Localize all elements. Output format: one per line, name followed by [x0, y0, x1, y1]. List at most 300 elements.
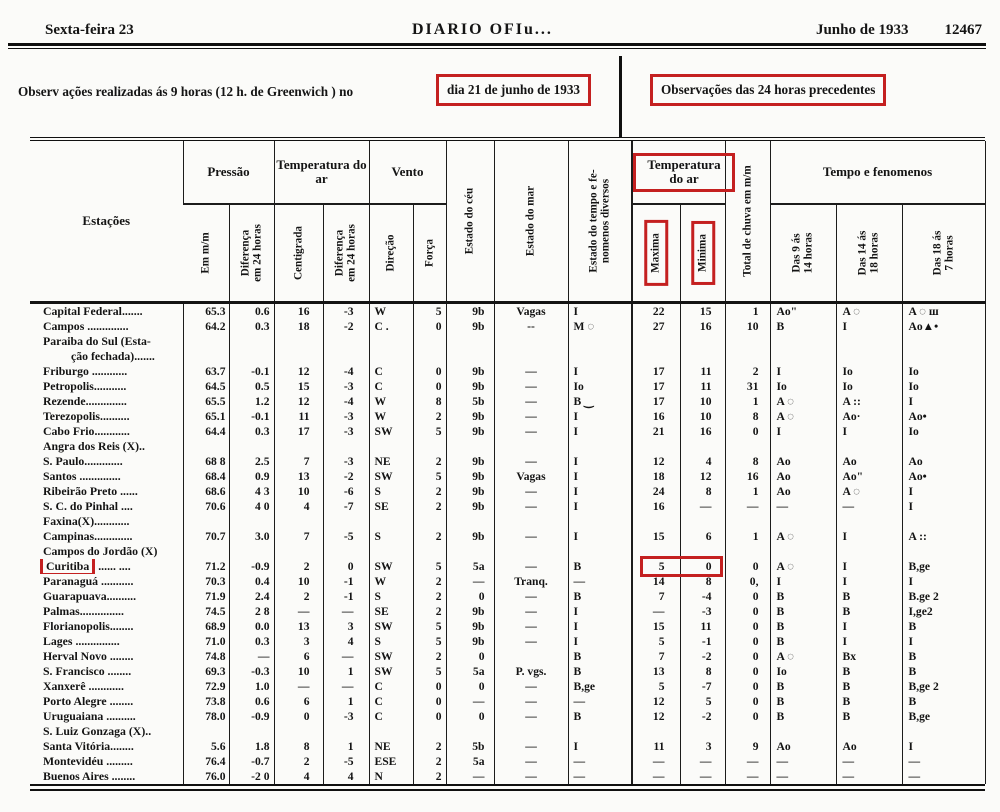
cell-minima: 16 [680, 319, 725, 334]
weather-table [30, 141, 986, 784]
station-name: Paranaguá ........... [43, 574, 134, 588]
cell-minima: -3 [680, 604, 725, 619]
station-name: Friburgo ............ [43, 364, 128, 378]
cell-em-mm: 65.3 [183, 303, 229, 320]
cell-diferenca [229, 439, 274, 454]
table-row [30, 469, 985, 484]
table-row [30, 694, 985, 709]
header-estado-mar: Estado do mar [494, 141, 568, 303]
cell-minima: — [680, 499, 725, 514]
cell-maxima: 15 [632, 529, 680, 544]
station-name: Rezende.............. [43, 394, 127, 408]
station-name: Cabo Frio............ [43, 424, 130, 438]
cell-estado-ceu: 9b [446, 454, 494, 469]
cell-maxima: 5 [632, 634, 680, 649]
header-centigrada: Centigrada [274, 204, 323, 303]
masthead-page-number: 12467 [944, 22, 982, 38]
table-row [30, 769, 985, 784]
cell-forca: 2 [413, 529, 446, 544]
cell-diferenca-24h: — [323, 679, 369, 694]
cell-chuva: 10 [725, 319, 770, 334]
cell-diferenca: 4 3 [229, 484, 274, 499]
cell-minima [680, 724, 725, 739]
cell-direcao: C [369, 694, 413, 709]
cell-estado-ceu: 9b [446, 379, 494, 394]
cell-direcao: SW [369, 559, 413, 574]
cell-minima [680, 334, 725, 364]
cell-das-14-18: — [836, 499, 902, 514]
cell-das-14-18 [836, 334, 902, 364]
cell-estado-mar: — [494, 484, 568, 499]
cell-das-14-18: I [836, 319, 902, 334]
cell-forca: 5 [413, 303, 446, 320]
cell-centigrada: — [274, 679, 323, 694]
cell-das-18-7: B,ge [902, 559, 985, 574]
table-row [30, 679, 985, 694]
cell-minima: 5 [680, 694, 725, 709]
cell-diferenca-24h: -3 [323, 424, 369, 439]
cell-direcao: ESE [369, 754, 413, 769]
cell-diferenca: -0.1 [229, 409, 274, 424]
cell-diferenca: -2 0 [229, 769, 274, 784]
cell-das-14-18 [836, 724, 902, 739]
cell-das-14-18: B [836, 604, 902, 619]
table-row [30, 484, 985, 499]
cell-estado-mar: — [494, 394, 568, 409]
cell-estado-tempo: I [568, 739, 632, 754]
cell-maxima [632, 334, 680, 364]
cell-em-mm: 70.7 [183, 529, 229, 544]
cell-estado-mar: Tranq. [494, 574, 568, 589]
cell-diferenca-24h: — [323, 649, 369, 664]
cell-das-18-7: Io [902, 364, 985, 379]
cell-das-9-14: I [770, 424, 836, 439]
cell-diferenca: -0.9 [229, 559, 274, 574]
cell-estado-ceu [446, 724, 494, 739]
cell-direcao: NE [369, 739, 413, 754]
cell-diferenca-24h: -3 [323, 303, 369, 320]
cell-direcao: SW [369, 469, 413, 484]
cell-forca [413, 724, 446, 739]
cell-das-18-7: B,ge 2 [902, 679, 985, 694]
cell-estado-ceu: 0 [446, 709, 494, 724]
cell-direcao: C [369, 364, 413, 379]
cell-maxima: 7 [632, 649, 680, 664]
cell-em-mm: 64.2 [183, 319, 229, 334]
cell-direcao: C [369, 379, 413, 394]
cell-diferenca: 2 8 [229, 604, 274, 619]
cell-diferenca [229, 514, 274, 529]
cell-das-9-14: B [770, 589, 836, 604]
cell-minima: — [680, 769, 725, 784]
header-vento: Vento [369, 141, 446, 204]
cell-forca: 5 [413, 469, 446, 484]
header-estado-tempo: Estado do tempo e fe- nomenos diversos [568, 141, 632, 303]
cell-em-mm: 70.3 [183, 574, 229, 589]
cell-estado-tempo: I [568, 604, 632, 619]
cell-estado-ceu: 0 [446, 679, 494, 694]
table-row [30, 604, 985, 619]
cell-estado-mar: — [494, 634, 568, 649]
cell-direcao [369, 439, 413, 454]
cell-centigrada: 2 [274, 559, 323, 574]
cell-maxima: 17 [632, 394, 680, 409]
cell-direcao: S [369, 634, 413, 649]
table-row [30, 559, 985, 574]
cell-direcao: SW [369, 619, 413, 634]
cell-estado-mar: — [494, 364, 568, 379]
cell-chuva: 31 [725, 379, 770, 394]
cell-diferenca [229, 334, 274, 364]
cell-estado-tempo: I [568, 364, 632, 379]
cell-das-9-14: B [770, 694, 836, 709]
station-name: Santa Vitória........ [43, 739, 134, 753]
cell-estado-tempo: B [568, 589, 632, 604]
cell-minima: -7 [680, 679, 725, 694]
cell-em-mm: 64.5 [183, 379, 229, 394]
cell-diferenca-24h [323, 334, 369, 364]
cell-maxima [632, 544, 680, 559]
header-maxima [632, 204, 680, 303]
table-row [30, 544, 985, 559]
cell-maxima: — [632, 754, 680, 769]
cell-maxima: 12 [632, 454, 680, 469]
cell-estado-tempo: I [568, 499, 632, 514]
cell-estado-ceu: — [446, 694, 494, 709]
cell-chuva: 9 [725, 739, 770, 754]
cell-estado-mar: — [494, 754, 568, 769]
cell-chuva: 16 [725, 469, 770, 484]
cell-centigrada: 16 [274, 303, 323, 320]
cell-diferenca-24h [323, 439, 369, 454]
cell-estado-ceu: 9b [446, 303, 494, 320]
cell-diferenca: -0.3 [229, 664, 274, 679]
table-row [30, 303, 985, 320]
cell-diferenca-24h: -7 [323, 499, 369, 514]
cell-diferenca: -0.9 [229, 709, 274, 724]
table-row [30, 409, 985, 424]
cell-chuva: 2 [725, 364, 770, 379]
cell-maxima [632, 724, 680, 739]
cell-estado-tempo: B [568, 559, 632, 574]
cell-direcao [369, 514, 413, 529]
cell-maxima: — [632, 769, 680, 784]
cell-estado-tempo: I [568, 634, 632, 649]
cell-chuva: — [725, 754, 770, 769]
cell-das-9-14: B [770, 679, 836, 694]
cell-diferenca: 0.6 [229, 694, 274, 709]
cell-das-14-18 [836, 439, 902, 454]
cell-direcao: SW [369, 424, 413, 439]
cell-das-9-14: — [770, 499, 836, 514]
cell-estado-ceu: 9b [446, 319, 494, 334]
cell-estado-tempo: — [568, 769, 632, 784]
cell-diferenca-24h: -1 [323, 574, 369, 589]
masthead-right [816, 22, 982, 39]
cell-das-14-18: Ao [836, 739, 902, 754]
cell-forca: 0 [413, 694, 446, 709]
cell-diferenca-24h: 0 [323, 559, 369, 574]
cell-das-9-14 [770, 439, 836, 454]
cell-das-18-7: B.ge 2 [902, 589, 985, 604]
cell-direcao: S [369, 484, 413, 499]
cell-em-mm: 73.8 [183, 694, 229, 709]
cell-minima: -1 [680, 634, 725, 649]
cell-em-mm [183, 439, 229, 454]
cell-das-14-18: — [836, 754, 902, 769]
cell-diferenca-24h: — [323, 604, 369, 619]
cell-minima: 8 [680, 484, 725, 499]
cell-minima: — [680, 754, 725, 769]
cell-minima: 16 [680, 424, 725, 439]
cell-centigrada: 7 [274, 454, 323, 469]
cell-centigrada: 12 [274, 364, 323, 379]
station-name: Xanxerê ............ [43, 679, 124, 693]
station-name: Santos .............. [43, 469, 121, 483]
header-tempo-fenomenos: Tempo e fenomenos [770, 141, 985, 204]
station-name: Angra dos Reis (X).. [43, 439, 145, 453]
cell-estado-ceu: 9b [446, 604, 494, 619]
header-em-mm: Em m/m [183, 204, 229, 303]
cell-das-9-14: B [770, 709, 836, 724]
cell-maxima: 14 [632, 574, 680, 589]
cell-das-14-18: Io [836, 364, 902, 379]
cell-chuva [725, 544, 770, 559]
cell-diferenca-24h: -4 [323, 364, 369, 379]
cell-centigrada: 8 [274, 739, 323, 754]
cell-centigrada: 6 [274, 694, 323, 709]
cell-estado-mar: — [494, 529, 568, 544]
station-name: Campos .............. [43, 319, 129, 333]
cell-das-9-14: Ao [770, 454, 836, 469]
cell-estado-tempo: B ‿ [568, 394, 632, 409]
station-name: S. Luiz Gonzaga (X).. [43, 724, 152, 738]
cell-forca: 5 [413, 634, 446, 649]
cell-diferenca-24h: 3 [323, 619, 369, 634]
cell-maxima: 16 [632, 499, 680, 514]
cell-em-mm: 71.9 [183, 589, 229, 604]
cell-das-9-14: A ◌ [770, 394, 836, 409]
cell-das-18-7 [902, 544, 985, 559]
cell-estado-mar: — [494, 709, 568, 724]
cell-minima [680, 544, 725, 559]
cell-das-18-7: Io [902, 379, 985, 394]
cell-centigrada: 2 [274, 754, 323, 769]
cell-minima: 8 [680, 664, 725, 679]
station-name: S. Paulo............. [43, 454, 123, 468]
cell-das-18-7: A :: [902, 529, 985, 544]
cell-em-mm [183, 334, 229, 364]
cell-minima: 11 [680, 619, 725, 634]
cell-diferenca [229, 544, 274, 559]
cell-das-18-7 [902, 514, 985, 529]
cell-em-mm [183, 544, 229, 559]
cell-das-18-7 [902, 724, 985, 739]
cell-chuva: 0 [725, 589, 770, 604]
cell-diferenca-24h [323, 514, 369, 529]
cell-chuva: — [725, 499, 770, 514]
cell-forca: 2 [413, 484, 446, 499]
cell-maxima: 7 [632, 589, 680, 604]
station-name: Curitiba ...... .... [30, 559, 183, 574]
cell-em-mm [183, 724, 229, 739]
cell-das-14-18: — [836, 769, 902, 784]
cell-chuva: 0 [725, 664, 770, 679]
cell-diferenca-24h [323, 544, 369, 559]
cell-direcao: C [369, 679, 413, 694]
cell-diferenca: 3.0 [229, 529, 274, 544]
cell-estado-ceu [446, 439, 494, 454]
cell-estado-mar: — [494, 379, 568, 394]
cell-das-14-18: A ◌ [836, 303, 902, 320]
cell-direcao: SW [369, 649, 413, 664]
cell-em-mm: 65.1 [183, 409, 229, 424]
cell-estado-tempo: I [568, 409, 632, 424]
cell-diferenca-24h: 1 [323, 664, 369, 679]
cell-das-18-7: Io [902, 424, 985, 439]
cell-estado-ceu: 5b [446, 739, 494, 754]
cell-das-9-14: Ao [770, 739, 836, 754]
table-row [30, 514, 985, 529]
cell-estado-mar: — [494, 499, 568, 514]
masthead-rule [8, 43, 986, 49]
station-name: Guarapuava.......... [43, 589, 137, 603]
cell-das-9-14: Ao [770, 484, 836, 499]
table-row [30, 319, 985, 334]
cell-das-18-7: B [902, 694, 985, 709]
cell-estado-ceu: 9b [446, 634, 494, 649]
cell-minima: 6 [680, 529, 725, 544]
cell-em-mm: 76.0 [183, 769, 229, 784]
cell-em-mm: 68 8 [183, 454, 229, 469]
table-row [30, 739, 985, 754]
station-name: S. Francisco ........ [43, 664, 132, 678]
station-name: S. C. do Pinhal .... [43, 499, 133, 513]
cell-estado-ceu: 0 [446, 589, 494, 604]
station-name: Capital Federal....... [43, 304, 143, 318]
cell-chuva: — [725, 769, 770, 784]
cell-centigrada: 7 [274, 529, 323, 544]
cell-das-18-7: Ao• [902, 409, 985, 424]
cell-minima: -4 [680, 589, 725, 604]
cell-minima: 12 [680, 469, 725, 484]
highlight-box-date: dia 21 de junho de 1933 [436, 74, 591, 106]
cell-centigrada: 2 [274, 589, 323, 604]
section-divider-line [619, 56, 622, 137]
table-row [30, 379, 985, 394]
cell-forca [413, 544, 446, 559]
cell-forca: 2 [413, 499, 446, 514]
cell-estado-tempo: Io [568, 379, 632, 394]
highlight-box-temp-ar: Temperatura do ar [633, 153, 735, 192]
cell-das-9-14: B [770, 634, 836, 649]
cell-minima: -2 [680, 709, 725, 724]
cell-diferenca-24h: -4 [323, 394, 369, 409]
cell-das-9-14: Io [770, 664, 836, 679]
cell-maxima: 17 [632, 379, 680, 394]
cell-minima: 0 [680, 559, 725, 574]
station-name: Campos do Jordão (X) [43, 544, 158, 558]
cell-das-14-18: Ao [836, 454, 902, 469]
cell-direcao: W [369, 409, 413, 424]
cell-em-mm: 68.6 [183, 484, 229, 499]
cell-direcao: SE [369, 604, 413, 619]
cell-forca: 5 [413, 619, 446, 634]
cell-estado-mar: — [494, 694, 568, 709]
table-row [30, 334, 985, 364]
cell-chuva: 0 [725, 649, 770, 664]
cell-minima [680, 514, 725, 529]
cell-estado-tempo [568, 724, 632, 739]
header-diferenca-24h-temp: Diferença em 24 horas [323, 204, 369, 303]
cell-diferenca: -0.1 [229, 364, 274, 379]
cell-diferenca-24h: -2 [323, 319, 369, 334]
cell-das-9-14: B [770, 319, 836, 334]
cell-direcao: W [369, 303, 413, 320]
cell-chuva: 1 [725, 529, 770, 544]
cell-estado-mar: -- [494, 319, 568, 334]
cell-das-14-18: I [836, 559, 902, 574]
cell-estado-tempo: I [568, 484, 632, 499]
cell-das-9-14: Ao" [770, 303, 836, 320]
cell-das-18-7: — [902, 754, 985, 769]
cell-estado-mar [494, 439, 568, 454]
station-name: Paraiba do Sul (Esta- ção fechada)....... [43, 334, 155, 363]
cell-estado-ceu [446, 334, 494, 364]
cell-forca: 2 [413, 754, 446, 769]
cell-forca: 2 [413, 454, 446, 469]
cell-estado-tempo: I [568, 303, 632, 320]
cell-estado-ceu: 9b [446, 364, 494, 379]
cell-estado-ceu: — [446, 574, 494, 589]
cell-maxima: 5 [632, 679, 680, 694]
cell-chuva: 1 [725, 394, 770, 409]
cell-estado-mar: — [494, 559, 568, 574]
cell-minima: 10 [680, 394, 725, 409]
station-name: Florianopolis........ [43, 619, 134, 633]
cell-estado-tempo [568, 544, 632, 559]
cell-das-9-14: A ◌ [770, 649, 836, 664]
header-das-18-7: Das 18 ás 7 horas [902, 204, 985, 303]
table-row [30, 529, 985, 544]
table-row [30, 664, 985, 679]
cell-das-9-14: A ◌ [770, 409, 836, 424]
cell-forca: 0 [413, 709, 446, 724]
cell-das-9-14: Ao [770, 469, 836, 484]
header-total-chuva: Total de chuva em m/m [725, 141, 770, 303]
cell-em-mm: 69.3 [183, 664, 229, 679]
header-minima [680, 204, 725, 303]
cell-centigrada: 6 [274, 649, 323, 664]
cell-diferenca: 0.3 [229, 424, 274, 439]
cell-direcao: W [369, 574, 413, 589]
cell-centigrada: 10 [274, 574, 323, 589]
cell-minima: 8 [680, 574, 725, 589]
cell-estado-tempo: — [568, 754, 632, 769]
cell-estado-mar: Vagas [494, 469, 568, 484]
cell-centigrada: 17 [274, 424, 323, 439]
station-name: Petropolis........... [43, 379, 127, 393]
cell-das-9-14: Io [770, 379, 836, 394]
cell-estado-tempo [568, 439, 632, 454]
cell-diferenca: 0.9 [229, 469, 274, 484]
cell-centigrada [274, 439, 323, 454]
cell-diferenca-24h: 4 [323, 769, 369, 784]
cell-centigrada: 0 [274, 709, 323, 724]
cell-das-14-18 [836, 544, 902, 559]
cell-em-mm: 63.7 [183, 364, 229, 379]
cell-estado-mar [494, 514, 568, 529]
